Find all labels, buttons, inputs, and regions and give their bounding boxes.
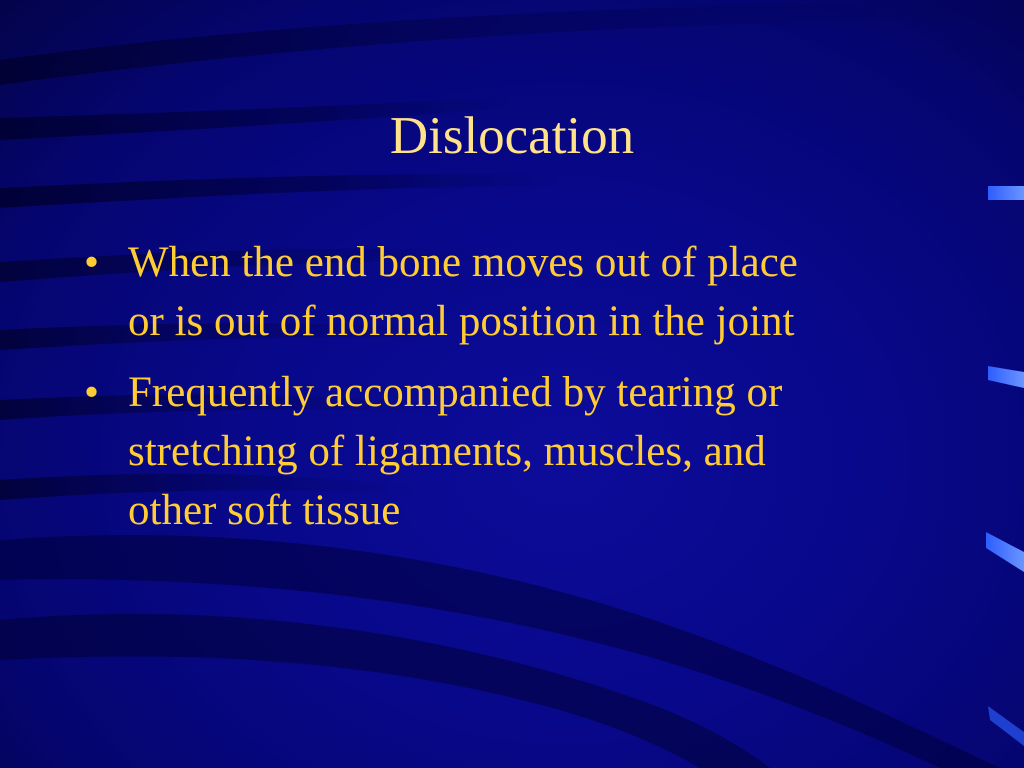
bullet-item [84,233,964,351]
accent-stripe [988,706,1024,746]
swoosh-band [0,174,560,208]
swoosh-band [0,0,1024,85]
bullet-line: stretching of ligaments, muscles, and [128,428,766,475]
accent-stripe [988,186,1024,200]
bullet-line: or is out of normal position in the joint [128,298,795,345]
accent-stripe [986,532,1024,572]
accent-stripe [988,366,1024,388]
bullet-line: Frequently accompanied by tearing or [128,369,783,416]
bullet-line: other soft tissue [128,487,401,534]
bullet-line: When the end bone moves out of place [128,239,798,286]
bullet-marker: • [84,369,100,416]
bullet-item [84,363,964,540]
slide-title: Dislocation [389,107,635,165]
bullet-marker: • [84,239,100,286]
bullet-list [84,233,964,552]
